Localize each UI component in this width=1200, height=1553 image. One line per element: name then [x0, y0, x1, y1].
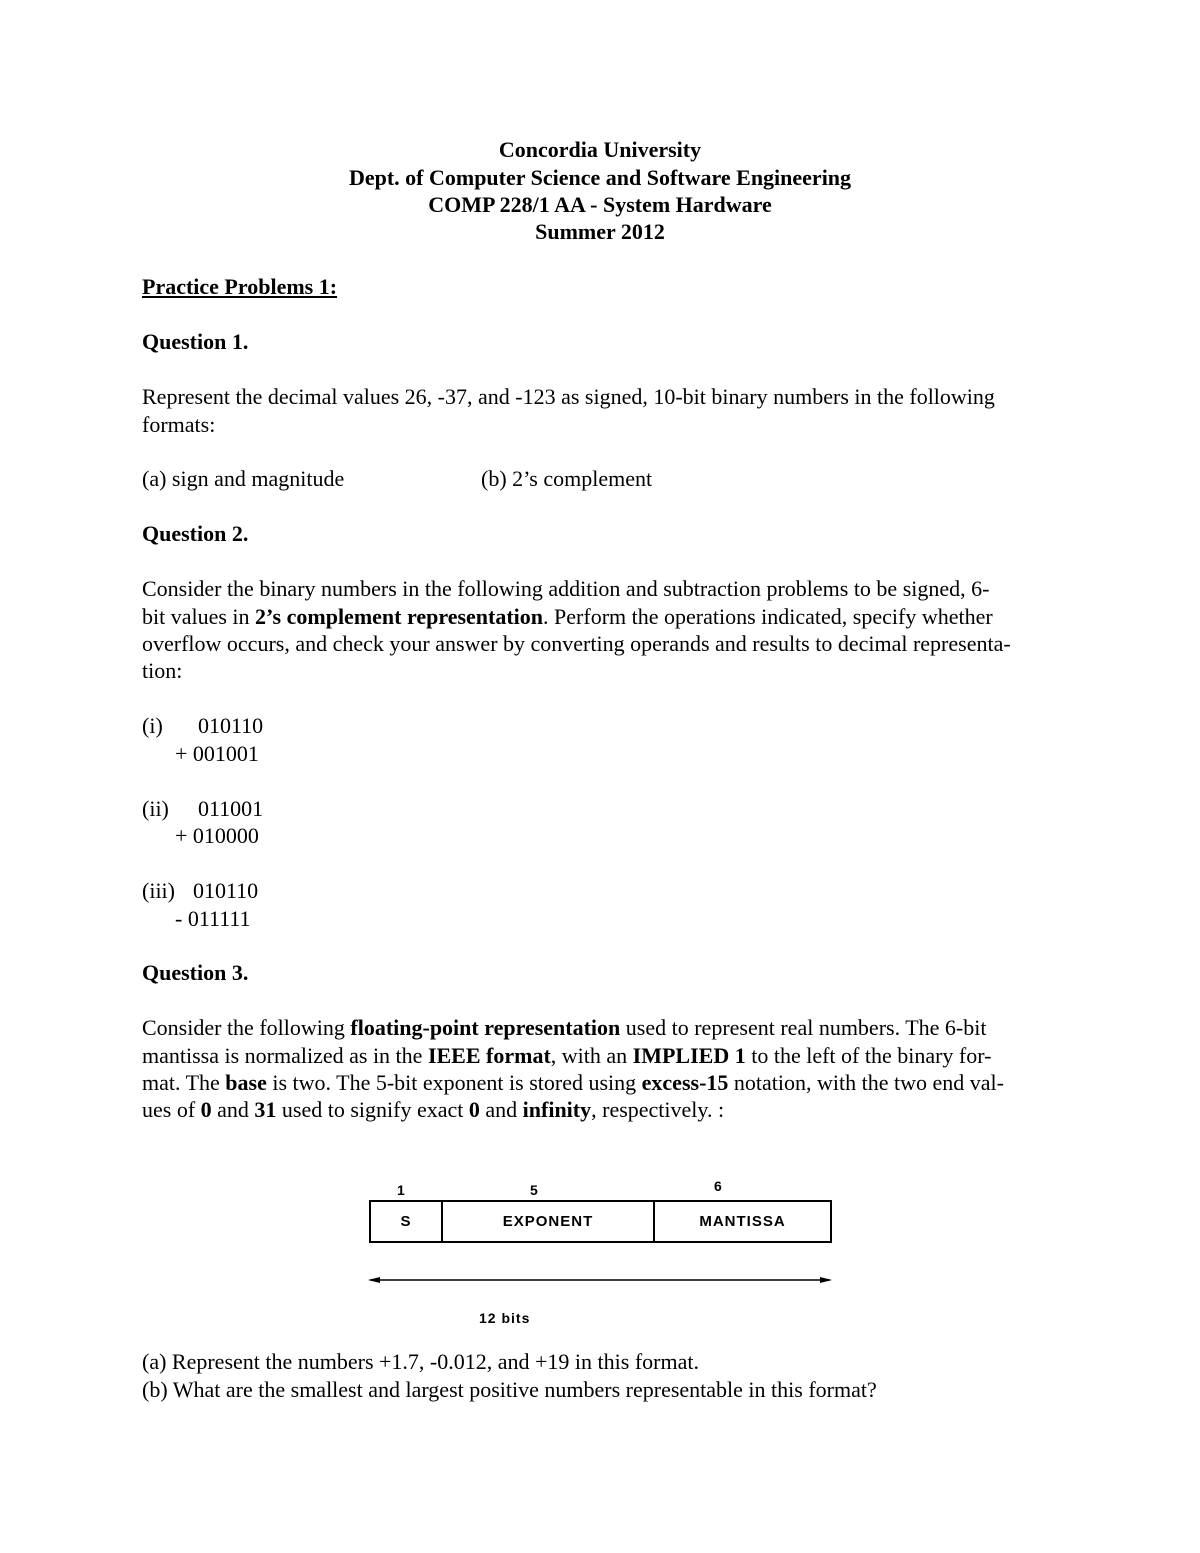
problem-i-top: 010110: [198, 713, 264, 738]
problem-i-label: (i): [142, 713, 163, 738]
total-bits-label: 12 bits: [479, 1310, 531, 1326]
sign-width-label: 1: [397, 1182, 406, 1198]
sign-field: S: [369, 1200, 443, 1243]
q3-text-line-3: mat. The base is two. The 5-bit exponent is stored using excess-15 notation, with the two end val-: [142, 1070, 1004, 1095]
q2-text-line-2: bit values in 2’s complement representation. Perform the operations indicated, specify whether: [142, 604, 993, 629]
problem-ii-label: (ii): [142, 796, 169, 821]
course-title: COMP 228/1 AA - System Hardware: [428, 192, 772, 217]
q1-text-line-2: formats:: [142, 412, 216, 437]
q3-part-a: (a) Represent the numbers +1.7, -0.012, and +19 in this format.: [142, 1349, 699, 1374]
q3-text-line-2: mantissa is normalized as in the IEEE format, with an IMPLIED 1 to the left of the binary for-: [142, 1043, 992, 1068]
problem-iii-bottom: - 011111: [175, 906, 251, 931]
term: Summer 2012: [535, 219, 665, 244]
question-2-heading: Question 2.: [142, 521, 249, 546]
q2-emphasis: 2’s complement representation: [255, 604, 544, 629]
problem-iii-label: (iii): [142, 878, 175, 903]
question-1-heading: Question 1.: [142, 329, 249, 354]
university-name: Concordia University: [498, 137, 702, 162]
exponent-field: EXPONENT: [441, 1200, 655, 1243]
q2-text-line-4: tion:: [142, 658, 183, 683]
q3-part-b: (b) What are the smallest and largest positive numbers representable in this format?: [142, 1377, 877, 1402]
q2-text-line-3: overflow occurs, and check your answer by converting operands and results to decimal representa-: [142, 631, 1011, 656]
mantissa-field: MANTISSA: [653, 1200, 832, 1243]
q1-option-a: (a) sign and magnitude: [142, 466, 345, 491]
bit-span-arrow: [366, 1272, 836, 1288]
exponent-width-label: 5: [530, 1182, 539, 1198]
q3-text-line-4: ues of 0 and 31 used to signify exact 0 and infinity, respectively. :: [142, 1097, 725, 1122]
mantissa-width-label: 6: [714, 1178, 723, 1194]
q1-option-b: (b) 2’s complement: [481, 466, 653, 491]
problem-ii-top: 011001: [198, 796, 264, 821]
department-name: Dept. of Computer Science and Software Engineering: [348, 165, 852, 190]
problem-i-bottom: + 001001: [175, 741, 259, 766]
problem-ii-bottom: + 010000: [175, 823, 259, 848]
page-title: Practice Problems 1:: [142, 274, 338, 299]
problem-iii-top: 010110: [193, 878, 259, 903]
q3-text-line-1: Consider the following floating-point representation used to represent real numbers. The 6-bit: [142, 1015, 987, 1040]
question-3-heading: Question 3.: [142, 960, 249, 985]
q2-text-line-1: Consider the binary numbers in the following addition and subtraction problems to be signed, 6-: [142, 576, 990, 601]
q1-text-line-1: Represent the decimal values 26, -37, and -123 as signed, 10-bit binary numbers in the following: [142, 384, 995, 409]
